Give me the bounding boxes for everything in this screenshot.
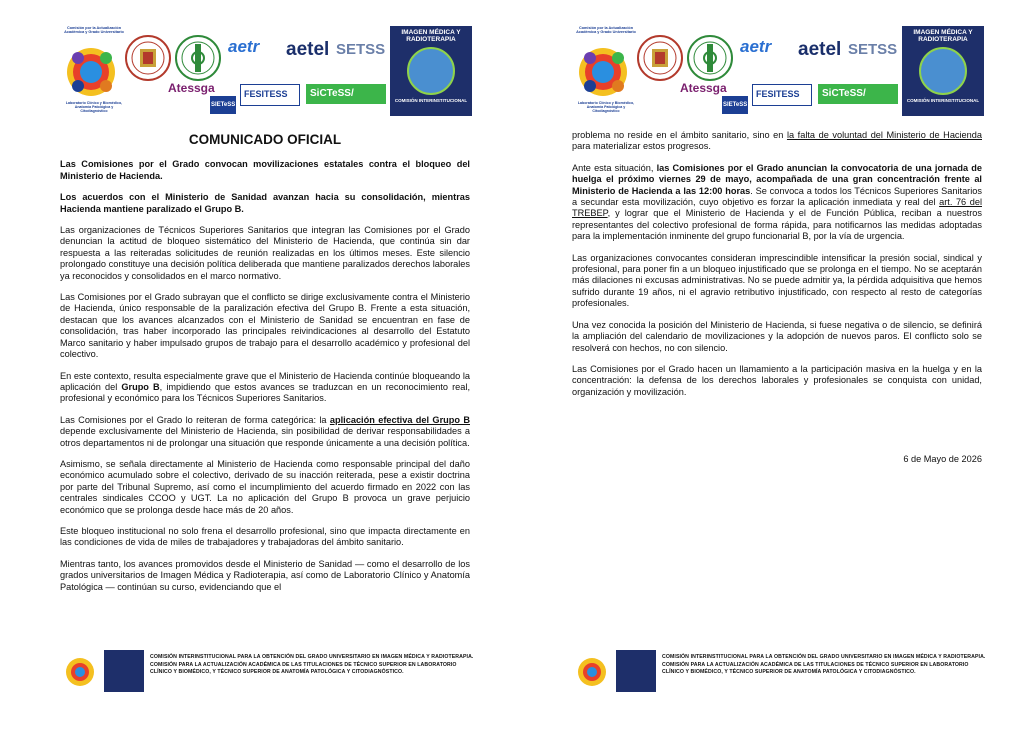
page-right (512, 0, 1024, 748)
atessga-logo: Atessga (168, 81, 215, 95)
page-title: COMUNICADO OFICIAL (188, 132, 342, 147)
seal-logo-1 (636, 32, 684, 84)
imagen-logo-circle (407, 47, 455, 95)
sictess-logo: SiCTeSS/ (306, 84, 386, 104)
paragraph: Una vez conocida la posición del Ministerio de Hacienda, si fuese negativa o de silencio, se definirá la ampliación del calendario de movilizaciones y la adopción de nuevos paros. El conflicto solo se resolverá con hechos, no con silencio. (572, 319, 982, 353)
trebep-link: art. 76 del TREBEP (572, 197, 982, 219)
comision-bottom-text: Laboratorio Clínico y Biomédico, Anatomía Patológica y Citodiagnóstico (65, 101, 123, 113)
paragraph: Las organizaciones convocantes consideran imprescindible intensificar la presión social, sindical y profesional, para poner fin a un bloqueo injustificado que se prolonga en el tiempo. No se aceptarán más dilaciones ni excusas administrativas. No se puede admitir ya, la pérdida adquisitiva que hemos sufrido durante 19 años, ni el agravio retributivo injustificado, con respecto al resto de categorías profesionales. (572, 252, 982, 309)
left-body (60, 134, 470, 603)
logo-strip (572, 26, 984, 116)
paragraph: Asimismo, se señala directamente al Ministerio de Hacienda como responsable principal del daño económico acumulado sobre el colectivo, derivado de su inacción reiterada, pese a existir doctrina por parte del Tribunal Supremo, así como el incumplimiento del acuerdo firmado en 2022 con las centrales sindicales CCOO y UGT. La no aplicación del Grupo B provoca un grave perjuicio económico que se prolonga desde hace más de 20 años. (60, 458, 470, 515)
paragraph: Mientras tanto, los avances promovidos desde el Ministerio de Sanidad — como el desarrollo de los grados universitarios de Imagen Médica y Radioterapia, así como de Laboratorio Clínico y Anatomía Patológica — continúan su curso, evidenciando que el (60, 558, 470, 592)
atessga-logo: Atessga (680, 81, 727, 95)
seal-logo-2 (686, 32, 734, 84)
fesitess-logo: FESITESS (752, 84, 812, 106)
setss-logo: SETSS (848, 41, 898, 58)
comision-small-text: Comisión por la Actualización Académica y Grado Universitario (64, 26, 124, 35)
hacienda-underline: la falta de voluntad del Ministerio de Hacienda (786, 130, 982, 140)
imagen-sub: COMISIÓN INTERINSTITUCIONAL (906, 98, 980, 104)
seal-logo-2 (174, 32, 222, 84)
sictess-logo: SiCTeSS/ (818, 84, 898, 104)
paragraph: Ante esta situación, las Comisiones por el Grado anuncian la convocatoria de una jornada de huelga el próximo viernes 29 de mayo, acompañada de una gran concentración frente al Ministerio de Hacienda a las 12:00 horas. Se convoca a todos los Técnicos Superiores Sanitarios a secundar esta movilización, cuyo objetivo es forzar la aplicación inmediata y real del art. 76 del TREBEP, y lograr que el Ministerio de Hacienda y el de Función Pública, reciban a nuestros representantes del colectivo profesional de forma rápida, para notificarnos las medidas adoptadas para la implementación inminente del grupo funcionarial B, por la vía de urgencia. (572, 162, 982, 242)
right-body (572, 130, 982, 476)
headline-1: Las Comisiones por el Grado convocan movilizaciones estatales contra el bloqueo del Ministerio de Hacienda. (60, 159, 470, 181)
paragraph: En este contexto, resulta especialmente grave que el Ministerio de Hacienda continúe bloqueando la aplicación del Grupo B, impidiendo que estos avances se traduzcan en un reconocimiento real, profesional y económico para los Técnicos Superiores Sanitarios. (60, 370, 470, 404)
footer-comision-logo (60, 650, 100, 692)
footer-text: COMISIÓN INTERINSTITUCIONAL PARA LA OBTENCIÓN DEL GRADO UNIVERSITARIO EN IMAGEN MÉDICA Y RADIOTERAPIA. COMISIÓN PARA LA ACTUALIZACIÓN ACADÉMICA DE LAS TITULACIONES DE TÉCNICO SUPERIOR EN LABORATORIO CLÍNICO Y BIOMÉDICO, Y TÉCNICO SUPERIOR DE ANATOMÍA PATOLÓGICA Y CITODIAGNÓSTICO. (150, 654, 474, 676)
footer-right (572, 650, 992, 694)
footer-imagen-logo (104, 650, 144, 692)
paragraph: Las Comisiones por el Grado hacen un llamamiento a la participación masiva en la huelga y en la concentración: la defensa de los derechos laborales y profesionales se conquista con unidad, organización y movilización. (572, 363, 982, 397)
logo-strip (60, 26, 472, 116)
imagen-logo-circle (919, 47, 967, 95)
aetr-logo: aetr (228, 37, 260, 56)
paragraph: Este bloqueo institucional no solo frena el desarrollo profesional, sino que impacta directamente en las condiciones de vida de miles de trabajadores y trabajadoras del ámbito sanitario. (60, 525, 470, 548)
grupo-b-underline: aplicación efectiva del Grupo B (329, 414, 470, 425)
footer-left (60, 650, 480, 694)
comision-small-text: Comisión por la Actualización Académica y Grado Universitario (576, 26, 636, 35)
footer-comision-logo (572, 650, 612, 692)
grupo-b-emphasis: Grupo B (121, 381, 160, 392)
imagen-sub: COMISIÓN INTERINSTITUCIONAL (394, 98, 468, 104)
document-date: 6 de Mayo de 2026 (903, 454, 982, 465)
paragraph: Las Comisiones por el Grado subrayan que el conflicto se dirige exclusivamente contra el Ministerio de Hacienda, único responsable de la paralización efectiva del Grupo B. Frente a esta situación, destacan que los avances alcanzados con el Ministerio de Sanidad se encuentran en fase de consolidación, tras haber incorporado las principales reivindicaciones al desarrollo del Estatuto Marco sanitario y haber impulsado grupos de trabajo para el desarrollo académico y profesional del colectivo. (60, 292, 470, 360)
footer-text: COMISIÓN INTERINSTITUCIONAL PARA LA OBTENCIÓN DEL GRADO UNIVERSITARIO EN IMAGEN MÉDICA Y RADIOTERAPIA. COMISIÓN PARA LA ACTUALIZACIÓN ACADÉMICA DE LAS TITULACIONES DE TÉCNICO SUPERIOR EN LABORATORIO CLÍNICO Y BIOMÉDICO, Y TÉCNICO SUPERIOR DE ANATOMÍA PATOLÓGICA Y CITODIAGNÓSTICO. (662, 654, 986, 676)
headline-2: Los acuerdos con el Ministerio de Sanidad avanzan hacia su consolidación, mientras Hacienda mantiene paralizado el Grupo B. (60, 192, 470, 214)
imagen-title: IMAGEN MÉDICA Y RADIOTERAPIA (913, 29, 973, 44)
sietess-logo: SIETeSS (722, 96, 748, 114)
strike-announcement: las Comisiones por el Grado anuncian la convocatoria de una jornada de huelga el próximo viernes 29 de mayo, acompañada de una gran concentración frente al Ministerio de Hacienda a las 12:00 horas (572, 162, 982, 196)
imagen-medica-logo (390, 26, 472, 116)
imagen-title: IMAGEN MÉDICA Y RADIOTERAPIA (401, 29, 461, 44)
aetel-logo: aetel (286, 39, 330, 60)
fesitess-logo: FESITESS (240, 84, 300, 106)
comision-bottom-text: Laboratorio Clínico y Biomédico, Anatomía Patológica y Citodiagnóstico (577, 101, 635, 113)
paragraph: Las Comisiones por el Grado lo reiteran de forma categórica: la aplicación efectiva del Grupo B depende exclusivamente del Ministerio de Hacienda, sin posibilidad de derivar responsabilidades a otros departamentos ni de prolongar una situación que responde únicamente a una decisión política. (60, 414, 470, 448)
paragraph: problema no reside en el ámbito sanitario, sino en la falta de voluntad del Ministerio de Hacienda para materializar estos progresos. (572, 130, 982, 152)
footer-imagen-logo (616, 650, 656, 692)
setss-logo: SETSS (336, 41, 386, 58)
aetel-logo: aetel (798, 39, 842, 60)
sietess-logo: SIETeSS (210, 96, 236, 114)
seal-logo-1 (124, 32, 172, 84)
paragraph: Las organizaciones de Técnicos Superiores Sanitarios que integran las Comisiones por el Grado denuncian la actitud de bloqueo sistemático del Ministerio de Hacienda, que continúa sin dar respuesta a las reiteradas solicitudes de reunión realizadas en los últimos meses. Este silencio prolongado constituye una decisión política deliberada que mantiene paralizados derechos laborales ya reconocidos y consolidados en el marco normativo. (60, 225, 470, 281)
aetr-logo: aetr (740, 37, 772, 56)
imagen-medica-logo (902, 26, 984, 116)
